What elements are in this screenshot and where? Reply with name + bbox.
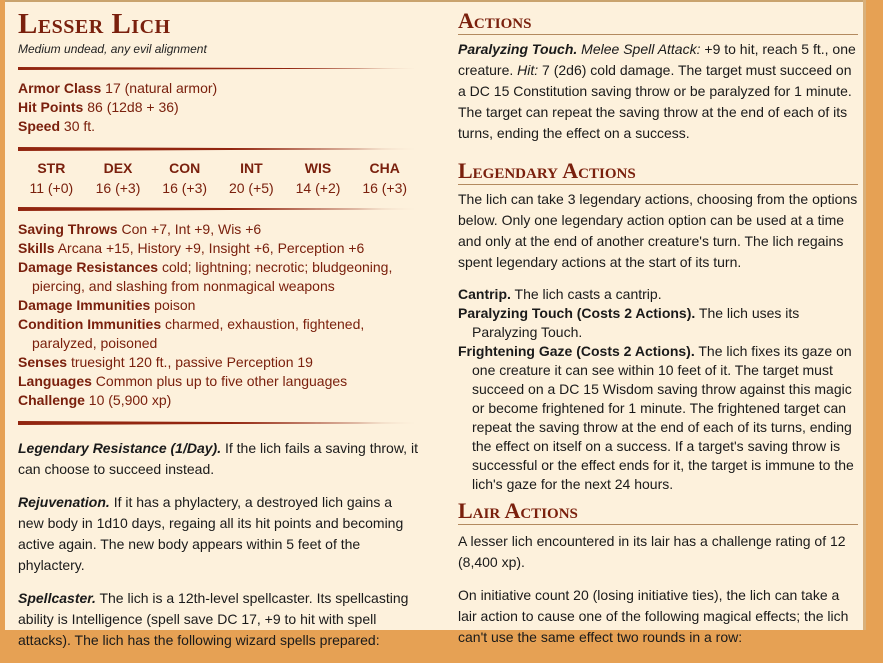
trait-rejuvenation: Rejuvenation. If it has a phylactery, a destroyed lich gains a new body in 1d10 days, regaing all its hit points and becoming active again. The new body appears within 5 feet of the phylactery.	[18, 494, 404, 573]
legendary-item-paralyzing-touch: Paralyzing Touch (Costs 2 Actions). The lich uses its Paralyzing Touch.	[458, 305, 800, 340]
trait-legendary-resistance: Legendary Resistance (1/Day). If the lich fails a saving throw, it can choose to succeed instead.	[18, 440, 418, 477]
languages: Languages Common plus up to five other languages	[18, 373, 348, 389]
armor-class: Armor Class 17 (natural armor)	[18, 80, 218, 96]
damage-immunities: Damage Immunities poison	[18, 297, 196, 313]
statblock-page	[5, 0, 866, 648]
divider	[18, 207, 418, 211]
ability-int: INT 20 (+5)	[228, 160, 274, 196]
divider	[18, 67, 418, 70]
lair-actions-heading: Lair Actions	[458, 498, 858, 525]
lair-actions-p2: On initiative count 20 (losing initiative ties), the lich can take a lair action to cause one of the following magical effects; the lich can't use the same effect two rounds in a row:	[458, 587, 849, 645]
action-paralyzing-touch: Paralyzing Touch. Melee Spell Attack: +9 to hit, reach 5 ft., one creature. Hit: 7 (2d6) cold damage. The target must succeed on a DC 15 Constitution saving throw or be paralyzed for 1 minute. The target can repeat the saving throw at the end of each of its turns, ending the effect on a success.	[458, 41, 856, 141]
hit-points: Hit Points 86 (12d8 + 36)	[18, 99, 179, 115]
condition-immunities: Condition Immunities charmed, exhaustion, fightened, paralyzed, poisoned	[18, 316, 365, 351]
divider	[18, 147, 418, 151]
monster-type: Medium undead, any evil alignment	[18, 42, 207, 56]
challenge: Challenge 10 (5,900 xp)	[18, 392, 172, 408]
ability-con: CON 16 (+3)	[162, 160, 208, 196]
speed: Speed 30 ft.	[18, 118, 96, 134]
legendary-item-cantrip: Cantrip. The lich casts a cantrip.	[458, 286, 662, 302]
legendary-actions-intro: The lich can take 3 legendary actions, choosing from the options below. Only one legendary action option can be used at a time and only at the end of another creature's turn. The lich regains spent legendary actions at the start of its turn.	[458, 191, 858, 270]
saving-throws: Saving Throws Con +7, Int +9, Wis +6	[18, 221, 262, 237]
trait-spellcaster: Spellcaster. The lich is a 12th-level spellcaster. Its spellcasting ability is Intelligence (spell save DC 17, +9 to hit with spell attacks). The lich has the following wizard spells prepared:	[18, 590, 409, 648]
divider	[18, 421, 418, 425]
legendary-actions-heading: Legendary Actions	[458, 158, 858, 185]
ability-wis: WIS 14 (+2)	[295, 160, 341, 196]
monster-name: Lesser Lich	[18, 8, 171, 40]
lair-actions-p1: A lesser lich encountered in its lair has a challenge rating of 12 (8,400 xp).	[458, 533, 846, 570]
ability-cha: CHA 16 (+3)	[362, 160, 408, 196]
ability-dex: DEX 16 (+3)	[95, 160, 141, 196]
right-column	[458, 8, 858, 660]
left-column	[18, 6, 418, 663]
ability-str: STR 11 (+0)	[29, 160, 74, 196]
legendary-item-frightening-gaze: Frightening Gaze (Costs 2 Actions). The lich fixes its gaze on one creature it can see within 10 feet of it. The target must succeed on a DC 15 Wisdom saving throw against this magic or become frightened for 1 minute. The frightened target can repeat the saving throw at the end of each of its turns, ending the effect on itself on a success. If a target's saving throw is successful or the effect ends for it, the target is immune to the lich's gaze for the next 24 hours.	[458, 343, 854, 492]
senses: Senses truesight 120 ft., passive Perception 19	[18, 354, 313, 370]
ability-scores	[18, 158, 418, 198]
damage-resistances: Damage Resistances cold; lightning; necrotic; bludgeoning, piercing, and slashing from nonmagical weapons	[18, 259, 393, 294]
skills: Skills Arcana +15, History +9, Insight +6, Perception +6	[18, 240, 365, 256]
top-border	[5, 0, 863, 2]
actions-heading: Actions	[458, 8, 858, 35]
